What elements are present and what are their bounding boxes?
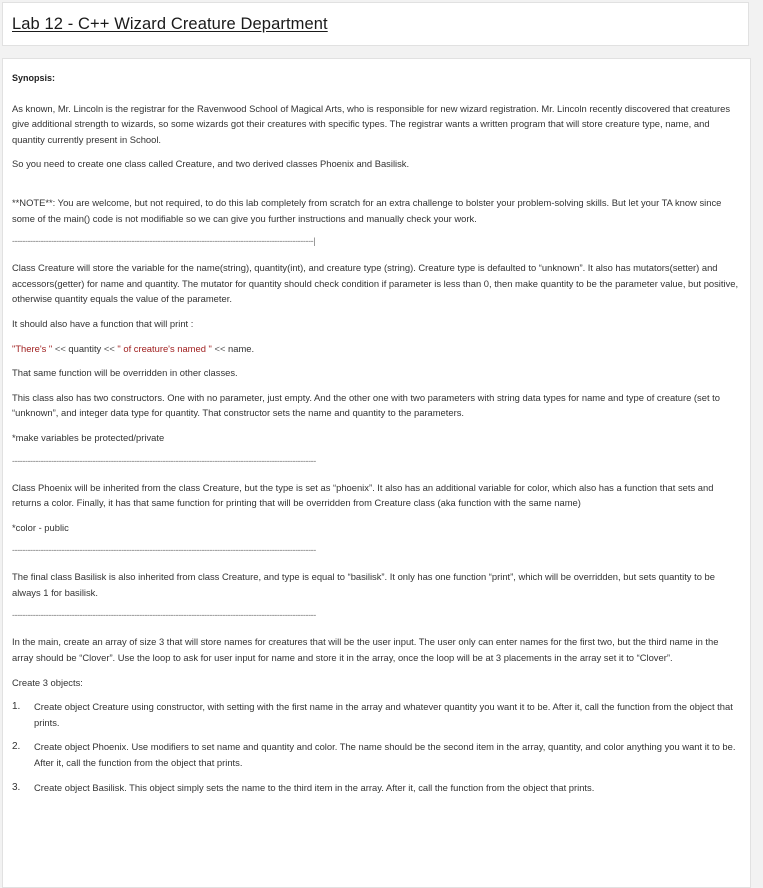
creature-paragraph-1: Class Creature will store the variable for the name(string), quantity(int), and creature type (string). Creature type is defaulted to “unknown”. It also has mutators(setter) and accessors(getter) for name and quantity. The mutator for quantity should check condition if parameter is less than 0, then make quantity to be the parameter value, but positive, otherwise quantity equals the value of the parameter.: [12, 262, 739, 305]
creature-paragraph-4: This class also has two constructors. One with no parameter, just empty. And the other one with two parameters with string data types for name and type of creature (set to “unknown”, and integer data type for quantity. That constructor sets the name and quantity to the parameters.: [12, 391, 720, 419]
main-paragraph-2: Create 3 objects:: [12, 676, 83, 688]
title-card: [2, 2, 749, 46]
main-paragraph-1: In the main, create an array of size 3 that will store names for creatures that will be the user input. The user only can enter names for the first two, but the third name in the array should be “Clover”. Use the loop to ask for user input for name and store it in the array, once the loop will be at 3 placements in the array set it to “Clover”.: [12, 636, 719, 664]
code-operator-2: <<: [101, 342, 118, 354]
divider: ---------------------------------------------------------------------------------------------------------------------: [12, 545, 316, 556]
creature-paragraph-5: *make variables be protected/private: [12, 431, 165, 443]
list-text: Create object Basilisk. This object simply sets the name to the third item in the array. After it, call the function from the object that prints.: [34, 781, 595, 793]
list-item: [12, 739, 742, 770]
phoenix-paragraph-2: *color - public: [12, 521, 69, 533]
list-text: Create object Creature using constructor, with setting with the first name in the array and whatever quantity you want it to be. After it, call the function from the object that prints.: [34, 701, 733, 728]
list-number: 3.: [12, 781, 21, 793]
creature-paragraph-3: That same function will be overridden in other classes.: [12, 367, 238, 379]
spacer: [12, 181, 742, 195]
code-var-1: quantity: [68, 342, 102, 354]
divider: --------------------------------------------------------------------------------------------------------------------|: [12, 236, 316, 247]
code-string-1: "There's ": [12, 342, 53, 354]
code-operator-1: <<: [52, 342, 69, 354]
list-text: Create object Phoenix. Use modifiers to set name and quantity and color. The name should be the second item in the array, quantity, and color anything you want it to be. After it, call the function from the object that prints.: [34, 741, 736, 769]
content-card: [2, 58, 751, 888]
creature-paragraph-2: It should also have a function that will print :: [12, 317, 194, 329]
page-title: Lab 12 - C++ Wizard Creature Department: [12, 15, 328, 33]
intro-paragraph-2: So you need to create one class called Creature, and two derived classes Phoenix and Basilisk.: [12, 158, 410, 170]
code-operator-3: <<: [211, 342, 229, 354]
synopsis-label: Synopsis:: [12, 73, 56, 83]
code-var-2: name.: [228, 342, 255, 354]
divider: ---------------------------------------------------------------------------------------------------------------------: [12, 610, 316, 621]
list-number: 1.: [12, 701, 21, 713]
print-code-line: [12, 341, 742, 357]
basilisk-paragraph: The final class Basilisk is also inherited from class Creature, and type is equal to “basilisk”. It only has one function “print”, which will be overridden, but sets quantity to be always 1 for basilisk.: [12, 571, 715, 598]
code-string-2: " of creature's named ": [117, 342, 212, 354]
list-item: [12, 780, 742, 796]
note-paragraph: **NOTE**: You are welcome, but not required, to do this lab completely from scratch for an extra challenge to bolster your problem-solving skills. But let your TA know since some of the main() code is not modifiable so we can give you further instructions and manually check your work.: [12, 196, 722, 224]
phoenix-paragraph-1: Class Phoenix will be inherited from the class Creature, but the type is set as “phoenix”. It also has an additional variable for color, which also has a function that sets and returns a color. Finally, it has that same function for printing that will be overridden from Creature class (aka function with the same name): [12, 481, 714, 509]
intro-paragraph: As known, Mr. Lincoln is the registrar for the Ravenwood School of Magical Arts, who is responsible for new wizard registration. Mr. Lincoln recently discovered that creatures give additional strength to wizards, so some wizards got their creatures with specific types. The registrar wants a written program that will store creature type, name, and quantity currently present in School.: [12, 102, 731, 145]
divider: ---------------------------------------------------------------------------------------------------------------------: [12, 455, 316, 466]
list-number: 2.: [12, 741, 21, 753]
list-item: [12, 699, 742, 730]
